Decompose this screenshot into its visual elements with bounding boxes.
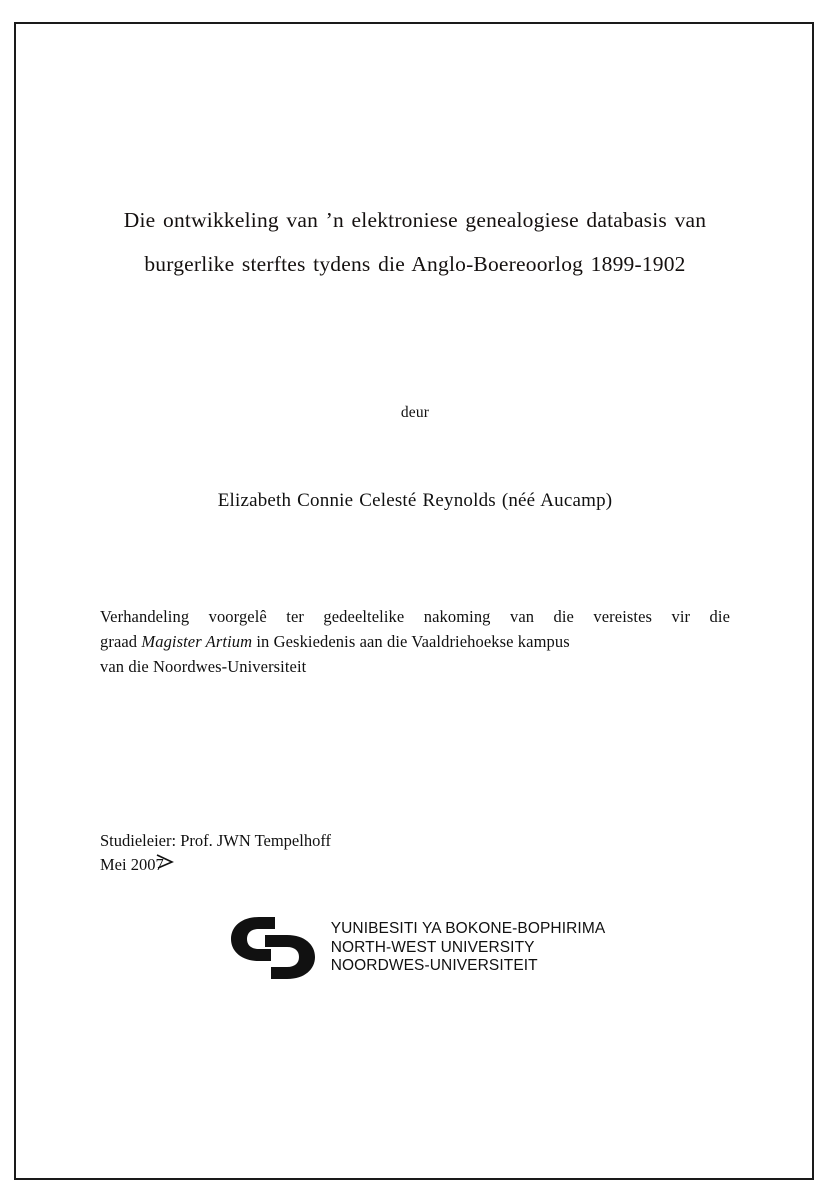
supervisor-block [100, 829, 730, 877]
degree-name: Magister Artium [141, 632, 253, 651]
supervisor-line: Studieleier: Prof. JWN Tempelhoff [100, 831, 332, 850]
nwu-logo-icon [225, 911, 321, 985]
title-line-1: Die ontwikkeling van ’n elektroniese genealogiese databasis van [123, 208, 707, 232]
author-name: Elizabeth Connie Celesté Reynolds (néé Aucamp) [217, 490, 613, 511]
handwritten-strike-icon [156, 854, 174, 869]
byline [100, 404, 730, 422]
by-label: deur [400, 404, 430, 421]
degree-statement-line-2 [100, 629, 730, 654]
degree-statement-prefix: graad [100, 632, 142, 651]
thesis-title [100, 198, 730, 286]
logo-line-3: NOORDWES-UNIVERSITEIT [330, 957, 538, 975]
logo-line-2: NORTH-WEST UNIVERSITY [330, 938, 535, 956]
degree-statement [100, 604, 730, 679]
university-logo-text [331, 920, 606, 976]
date-row [100, 853, 164, 877]
degree-statement-line-1: Verhandeling voorgelê ter gedeeltelike nakoming van die vereistes vir die [100, 607, 730, 626]
degree-statement-suffix: in Geskiedenis aan die Vaaldriehoekse kampus [252, 632, 570, 651]
date-line: Mei 2007 [100, 855, 164, 874]
university-logo [100, 911, 730, 985]
title-line-2: burgerlike sterftes tydens die Anglo-Boereoorlog 1899-1902 [144, 252, 686, 276]
logo-line-1: YUNIBESITI YA BOKONE-BOPHIRIMA [330, 920, 606, 938]
title-page-content [100, 60, 730, 1140]
degree-statement-line-3: van die Noordwes-Universiteit [100, 657, 307, 676]
author-block [100, 490, 730, 512]
